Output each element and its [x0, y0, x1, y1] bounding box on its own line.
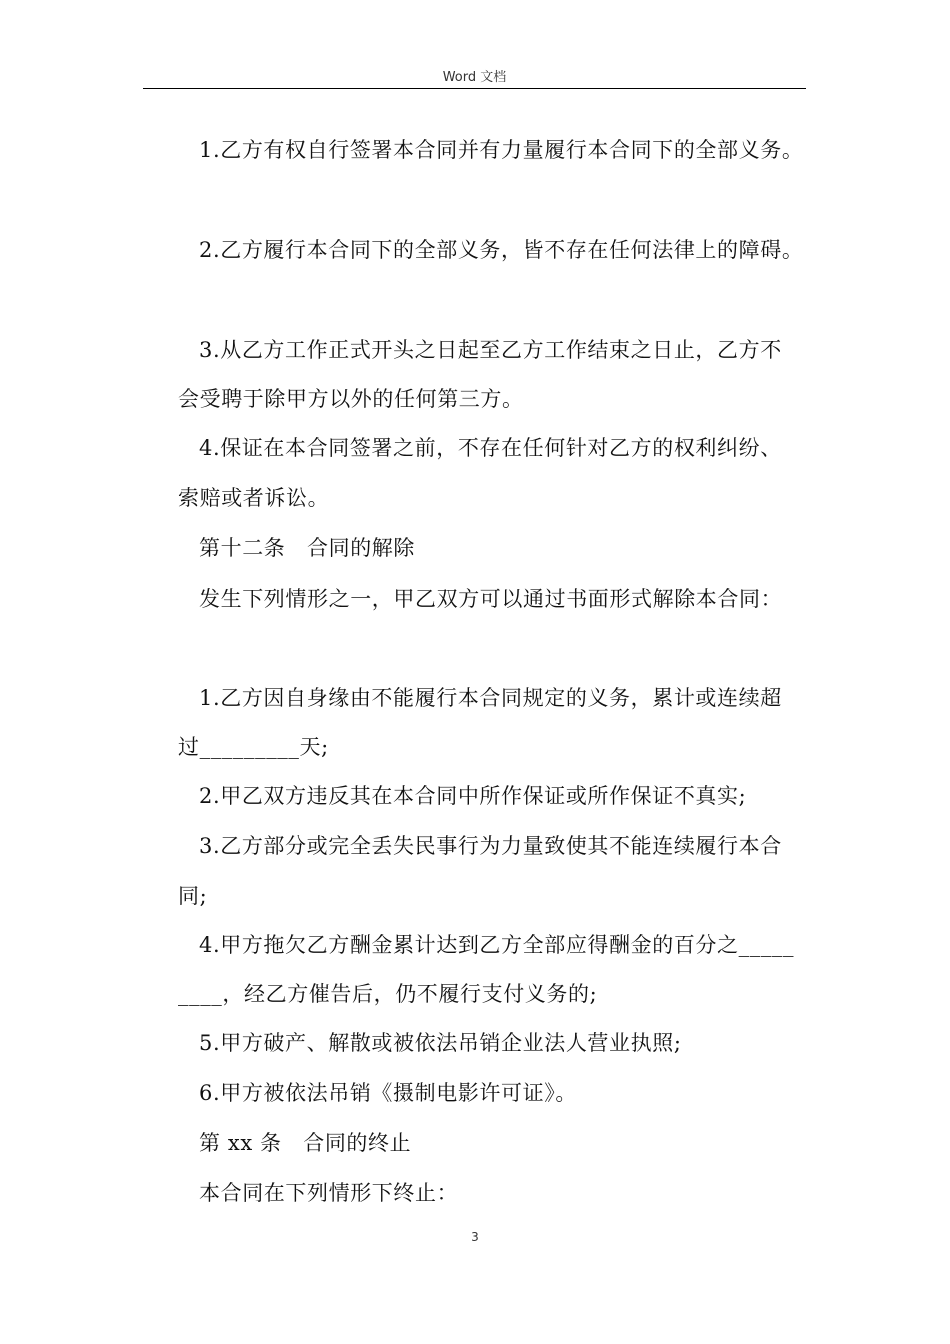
paragraph-line: 会受聘于除甲方以外的任何第三方。: [178, 387, 524, 411]
paragraph-line: 4.甲方拖欠乙方酬金累计达到乙方全部应得酬金的百分之_____: [199, 933, 795, 957]
paragraph-line: 6.甲方被依法吊销《摄制电影许可证》。: [199, 1081, 577, 1105]
paragraph-line: 同;: [178, 884, 208, 908]
paragraph-line: 过_________天;: [178, 735, 329, 759]
paragraph-line: 发生下列情形之一，甲乙双方可以通过书面形式解除本合同：: [199, 587, 783, 611]
paragraph-line: 3.从乙方工作正式开头之日起至乙方工作结束之日止，乙方不: [199, 338, 782, 362]
header-divider: [143, 88, 806, 89]
paragraph-line: 2.乙方履行本合同下的全部义务，皆不存在任何法律上的障碍。: [199, 238, 804, 262]
section-heading: 第 xx 条 合同的终止: [199, 1131, 412, 1155]
paragraph-line: ____，经乙方催告后，仍不履行支付义务的;: [178, 982, 598, 1006]
paragraph-line: 5.甲方破产、解散或被依法吊销企业法人营业执照;: [199, 1031, 682, 1055]
paragraph-line: 本合同在下列情形下终止：: [199, 1181, 459, 1205]
paragraph-line: 2.甲乙双方违反其在本合同中所作保证或所作保证不真实;: [199, 784, 747, 808]
page-number: 3: [471, 1230, 479, 1244]
paragraph-line: 3.乙方部分或完全丢失民事行为力量致使其不能连续履行本合: [199, 834, 782, 858]
paragraph-line: 索赔或者诉讼。: [178, 486, 330, 510]
paragraph-line: 4.保证在本合同签署之前，不存在任何针对乙方的权利纠纷、: [199, 436, 782, 460]
section-heading: 第十二条 合同的解除: [199, 536, 415, 560]
paragraph-line: 1.乙方有权自行签署本合同并有力量履行本合同下的全部义务。: [199, 138, 804, 162]
paragraph-line: 1.乙方因自身缘由不能履行本合同规定的义务，累计或连续超: [199, 686, 782, 710]
page-header: Word 文档: [442, 70, 507, 85]
